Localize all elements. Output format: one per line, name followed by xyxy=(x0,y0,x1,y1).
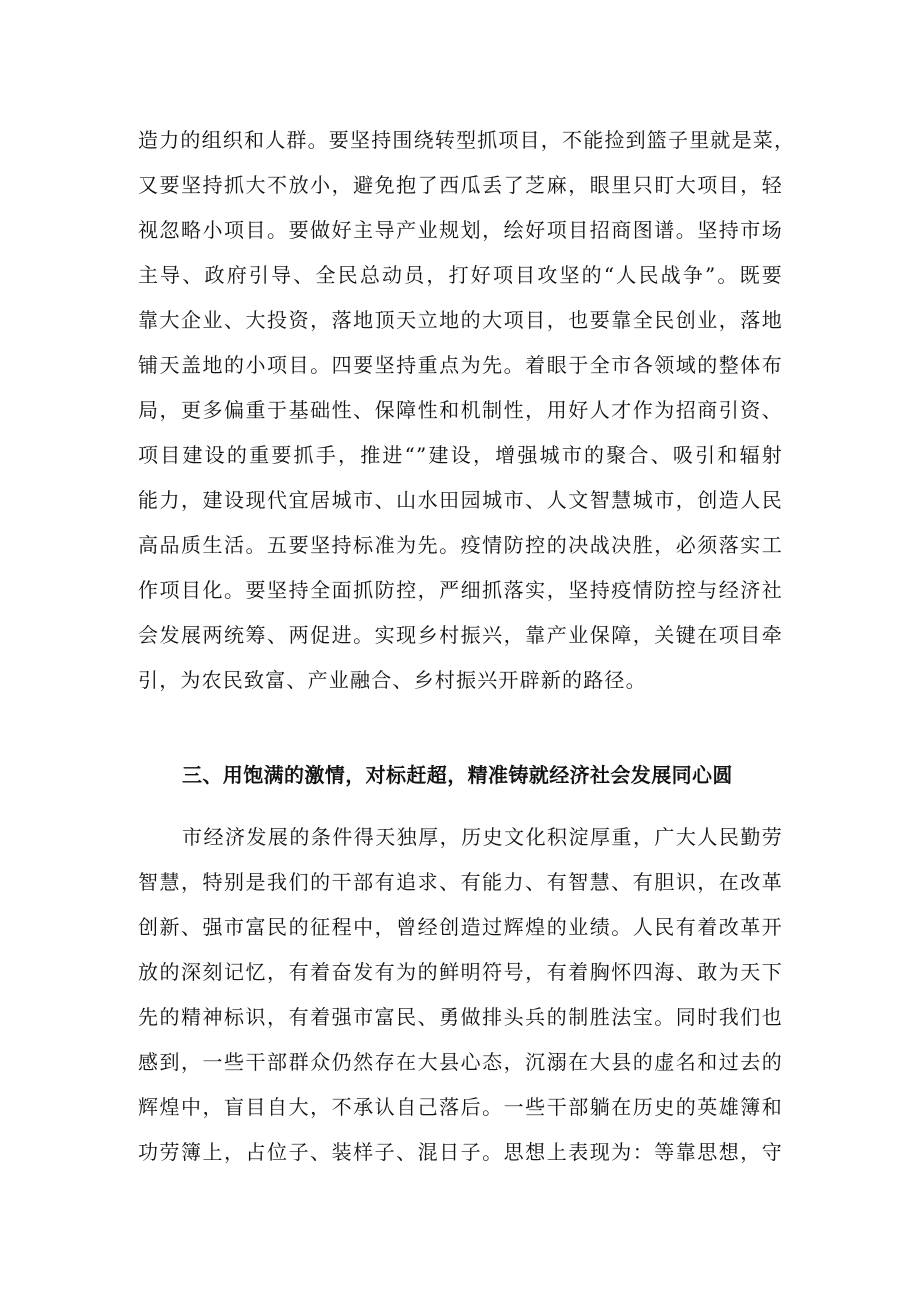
paragraph-line: 靠大企业、大投资，落地顶天立地的大项目，也要靠全民创业，落地 xyxy=(138,308,783,332)
paragraph-line: 辉煌中，盲目自大，不承认自己落后。一些干部躺在历史的英雄簿和 xyxy=(138,1095,783,1119)
paragraph-line: 高品质生活。五要坚持标准为先。疫情防控的决战决胜，必须落实工 xyxy=(138,533,783,557)
paragraph-line: 会发展两统筹、两促进。实现乡村振兴，靠产业保障，关键在项目牵 xyxy=(138,623,783,647)
paragraph-line: 能力，建设现代宜居城市、山水田园城市、人文智慧城市，创造人民 xyxy=(138,488,783,512)
paragraph-line: 引，为农民致富、产业融合、乡村振兴开辟新的路径。 xyxy=(138,668,647,692)
paragraph-line: 主导、政府引导、全民总动员，打好项目攻坚的“人民战争”。既要 xyxy=(138,263,783,287)
paragraph-line: 智慧，特别是我们的干部有追求、有能力、有智慧、有胆识，在改革 xyxy=(138,870,783,894)
paragraph-line: 放的深刻记忆，有着奋发有为的鲜明符号，有着胸怀四海、敢为天下 xyxy=(138,960,783,984)
paragraph-line: 铺天盖地的小项目。四要坚持重点为先。着眼于全市各领域的整体布 xyxy=(138,353,783,377)
paragraph-line: 先的精神标识，有着强市富民、勇做排头兵的制胜法宝。同时我们也 xyxy=(138,1005,783,1029)
paragraph-line: 又要坚持抓大不放小，避免抱了西瓜丢了芝麻，眼里只盯大项目，轻 xyxy=(138,173,783,197)
paragraph-line: 市经济发展的条件得天独厚，历史文化积淀厚重，广大人民勤劳 xyxy=(182,825,783,849)
paragraph-line: 感到，一些干部群众仍然存在大县心态，沉溺在大县的虚名和过去的 xyxy=(138,1050,783,1074)
paragraph-line: 作项目化。要坚持全面抓防控，严细抓落实，坚持疫情防控与经济社 xyxy=(138,578,783,602)
paragraph-line: 视忽略小项目。要做好主导产业规划，绘好项目招商图谱。坚持市场 xyxy=(138,218,783,242)
paragraph-line: 功劳簿上，占位子、装样子、混日子。思想上表现为：等靠思想，守 xyxy=(138,1140,783,1164)
paragraph-line: 项目建设的重要抓手，推进“”建设，增强城市的聚合、吸引和辐射 xyxy=(138,443,783,467)
paragraph-line: 造力的组织和人群。要坚持围绕转型抓项目，不能捡到篮子里就是菜， xyxy=(138,128,796,152)
paragraph-line: 局，更多偏重于基础性、保障性和机制性，用好人才作为招商引资、 xyxy=(138,398,783,422)
section-heading: 三、用饱满的激情，对标赶超，精准铸就经济社会发展同心圆 xyxy=(182,763,733,787)
paragraph-line: 创新、强市富民的征程中，曾经创造过辉煌的业绩。人民有着改革开 xyxy=(138,915,783,939)
